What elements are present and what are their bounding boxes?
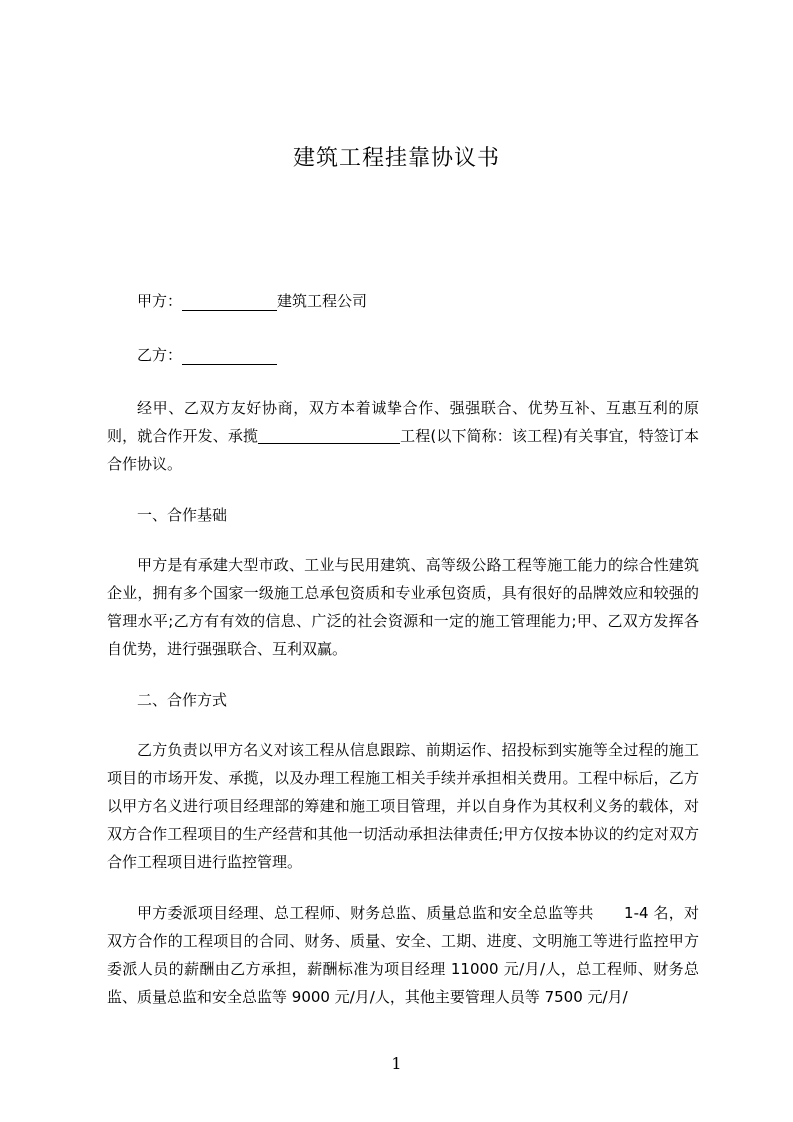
project-name-blank <box>258 428 400 444</box>
party-a-suffix: 建筑工程公司 <box>277 292 368 310</box>
section1-body: 甲方是有承建大型市政、工业与民用建筑、高等级公路工程等施工能力的综合性建筑企业，拥有多个国家一级施工总承包资质和专业承包资质，具有很好的品牌效应和较强的管理水平;乙方有有效的信息、广泛的社会资源和一定的施工管理能力;甲、乙双方发挥各自优势，进行强强联合、互利双赢。 <box>107 556 699 658</box>
party-b-label: 乙方： <box>137 346 183 364</box>
document-title: 建筑工程挂靠协议书 <box>292 146 500 171</box>
party-a-blank <box>182 294 277 311</box>
section1-heading: 一、合作基础 <box>137 506 228 524</box>
party-b-line <box>137 345 277 365</box>
page-number: 1 <box>391 1054 402 1073</box>
intro-after-blank: 工程(以下简称：该工程)有关事宜，特签订本合作协议。 <box>107 427 699 473</box>
section2-heading: 二、合作方式 <box>137 691 228 709</box>
party-a-label: 甲方： <box>137 292 183 310</box>
party-a-line <box>137 291 367 311</box>
party-b-blank <box>182 348 277 365</box>
section2-body-1: 乙方负责以甲方名义对该工程从信息跟踪、前期运作、招投标到实施等全过程的施工项目的市场开发、承揽，以及办理工程施工相关手续并承担相关费用。工程中标后，乙方以甲方名义进行项目经理部的筹建和施工项目管理，并以自身作为其权利义务的载体，对双方合作工程项目的生产经营和其他一切活动承担法律责任;甲方仅按本协议的约定对双方合作工程项目进行监控管理。 <box>107 741 699 871</box>
intro-before-blank: 经甲、乙双方友好协商，双方本着诚挚合作、强强联合、优势互补、互惠互利的原则，就合作开发、承揽 <box>107 399 699 445</box>
section2-body-2: 甲方委派项目经理、总工程师、财务总监、质量总监和安全总监等共 1-4 名，对双方合作的工程项目的合同、财务、质量、安全、工期、进度、文明施工等进行监控甲方委派人员的薪酬由乙方承担，薪酬标准为项目经理 11000 元/月/人，总工程师、财务总监、质量总监和安全总监等 9000 元/月/人，其他主要管理人员等 7500 元/月/ <box>107 904 699 1006</box>
intro-paragraph <box>107 394 699 478</box>
